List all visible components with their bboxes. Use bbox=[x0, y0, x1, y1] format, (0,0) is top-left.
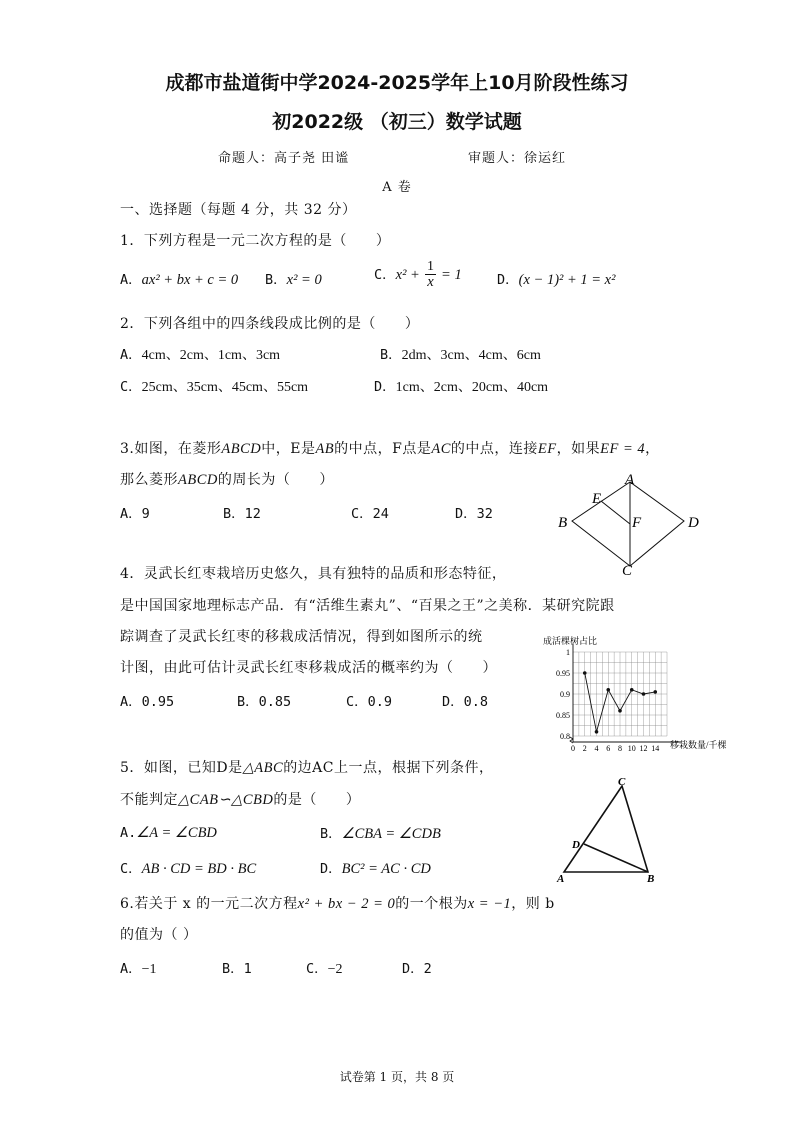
question-4-line4: 计图，由此可估计灵武长红枣移栽成活的概率约为（ ） bbox=[120, 660, 497, 676]
q2-option-d: D．1cm、2cm、20cm、40cm bbox=[374, 379, 549, 395]
q5-option-c: C．AB · CD = BD · BC bbox=[120, 861, 257, 877]
chart-ytick-label: 0.95 bbox=[556, 669, 570, 678]
chart-xtick-label: 14 bbox=[651, 744, 660, 753]
section-heading: 一、选择题（每题 4 分，共 32 分） bbox=[120, 202, 357, 218]
chart-grid bbox=[573, 652, 667, 736]
question-3-stem: 3.如图，在菱形ABCD中，E是AB的中点，F点是AC的中点，连接EF，如果EF = 4， bbox=[120, 441, 660, 457]
question-3-line2: 那么菱形ABCD的周长为（ ） bbox=[120, 472, 334, 488]
chart-point bbox=[595, 730, 599, 734]
triangle-figure bbox=[552, 772, 672, 887]
chart-ylabel: 成活棵树占比 bbox=[543, 636, 598, 646]
q1-option-c: C．x² + $\frac{1}{x}$ = 1 bbox=[374, 259, 462, 290]
page-subtitle: 初2022级 （初三）数学试题 bbox=[272, 111, 522, 133]
label-c: C bbox=[618, 776, 626, 788]
chart-point bbox=[583, 671, 587, 675]
chart-ytick-label: 0.9 bbox=[560, 690, 570, 699]
chart-point bbox=[606, 688, 610, 692]
q1-option-d: D．(x − 1)² + 1 = x² bbox=[497, 272, 616, 288]
q1-option-b: B．x² = 0 bbox=[265, 272, 322, 288]
label-d: D bbox=[572, 839, 580, 851]
q5-option-d: D．BC² = AC · CD bbox=[320, 861, 431, 877]
question-2-stem: 2．下列各组中的四条线段成比例的是（ ） bbox=[120, 316, 420, 332]
chart-ytick-label: 0.8 bbox=[560, 732, 570, 741]
q6-option-d: D．2 bbox=[402, 961, 432, 977]
question-4-line2: 是中国国家地理标志产品．有“活维生素丸”、“百果之王”之美称．某研究院跟 bbox=[120, 598, 615, 614]
q5-option-b: B．∠CBA = ∠CDB bbox=[320, 826, 441, 842]
chart-ytick-label: 0.85 bbox=[556, 711, 570, 720]
label-a: A bbox=[625, 472, 635, 488]
q3-option-c: C．24 bbox=[351, 506, 389, 522]
label-c: C bbox=[622, 563, 633, 579]
question-6-line2: 的值为（ ） bbox=[120, 927, 198, 943]
q4-option-c: C．0.9 bbox=[346, 694, 393, 710]
rhombus-outline bbox=[572, 482, 684, 566]
chart-axes bbox=[570, 644, 681, 743]
question-1-stem: 1．下列方程是一元二次方程的是（ ） bbox=[120, 233, 391, 249]
question-6-line1: 6.若关于 x 的一元二次方程x² + bx − 2 = 0的一个根为x = −1，则 b bbox=[120, 896, 555, 912]
page-footer: 试卷第 1 页，共 8 页 bbox=[339, 1070, 455, 1084]
setters-line: 命题人：高子尧 田谧 bbox=[218, 151, 350, 166]
chart-point bbox=[642, 692, 646, 696]
chart-xtick-label: 2 bbox=[582, 744, 587, 753]
segment-ef bbox=[601, 501, 630, 524]
chart-xtick-label: 8 bbox=[618, 744, 622, 753]
fraction: $\frac{1}{x}$ bbox=[426, 259, 434, 290]
chart-xtick-label: 0 bbox=[571, 744, 575, 753]
chart-axis-break bbox=[570, 737, 573, 743]
label-b: B bbox=[558, 515, 568, 531]
chart-point bbox=[630, 688, 634, 692]
survival-rate-chart bbox=[535, 632, 735, 757]
q1-option-a: A．ax² + bx + c = 0 bbox=[120, 272, 239, 288]
label-e: E bbox=[592, 491, 602, 507]
chart-xtick-label: 6 bbox=[606, 744, 611, 753]
label-d: D bbox=[688, 515, 699, 531]
chart-xlabel: 移栽数量/千棵 bbox=[670, 740, 727, 750]
page-title: 成都市盐道街中学2024-2025学年上10月阶段性练习 bbox=[165, 72, 629, 94]
label-f: F bbox=[632, 515, 642, 531]
question-4-line1: 4．灵武长红枣栽培历史悠久，具有独特的品质和形态特征， bbox=[120, 566, 507, 582]
q6-option-c: C．−2 bbox=[306, 961, 343, 977]
q4-option-d: D．0.8 bbox=[442, 694, 489, 710]
reviewer-line: 审题人：徐运红 bbox=[468, 151, 567, 166]
volume-label: A 卷 bbox=[382, 180, 412, 195]
q2-option-c: C．25cm、35cm、45cm、55cm bbox=[120, 379, 309, 395]
q6-option-a: A．−1 bbox=[120, 961, 157, 977]
q6-option-b: B．1 bbox=[222, 961, 252, 977]
label-b: B bbox=[647, 873, 655, 885]
question-4-line3: 踪调查了灵武长红枣的移栽成活情况，得到如图所示的统 bbox=[120, 629, 483, 645]
q2-option-b: B．2dm、3cm、4cm、6cm bbox=[380, 347, 541, 363]
q3-option-a: A．9 bbox=[120, 506, 150, 522]
chart-xtick-label: 10 bbox=[627, 744, 636, 753]
label-a: A bbox=[557, 873, 565, 885]
q4-option-a: A．0.95 bbox=[120, 694, 175, 710]
rhombus-figure bbox=[552, 470, 712, 580]
chart-xtick-label: 4 bbox=[594, 744, 599, 753]
segment-bd bbox=[584, 844, 648, 872]
chart-point bbox=[653, 690, 657, 694]
question-5-line1: 5．如图，已知D是△ABC的边AC上一点，根据下列条件， bbox=[120, 760, 494, 776]
q3-option-d: D．32 bbox=[455, 506, 493, 522]
q4-option-b: B．0.85 bbox=[237, 694, 292, 710]
triangle-abc bbox=[564, 786, 648, 872]
q3-option-b: B．12 bbox=[223, 506, 261, 522]
q5-option-a: A.∠A = ∠CBD bbox=[120, 825, 217, 841]
chart-ticks bbox=[556, 648, 659, 753]
question-5-line2: 不能判定△CAB∽△CBD的是（ ） bbox=[120, 792, 361, 808]
q2-option-a: A．4cm、2cm、1cm、3cm bbox=[120, 347, 281, 363]
chart-point bbox=[618, 709, 622, 713]
chart-ytick-label: 1 bbox=[566, 648, 570, 657]
chart-xtick-label: 12 bbox=[639, 744, 648, 753]
